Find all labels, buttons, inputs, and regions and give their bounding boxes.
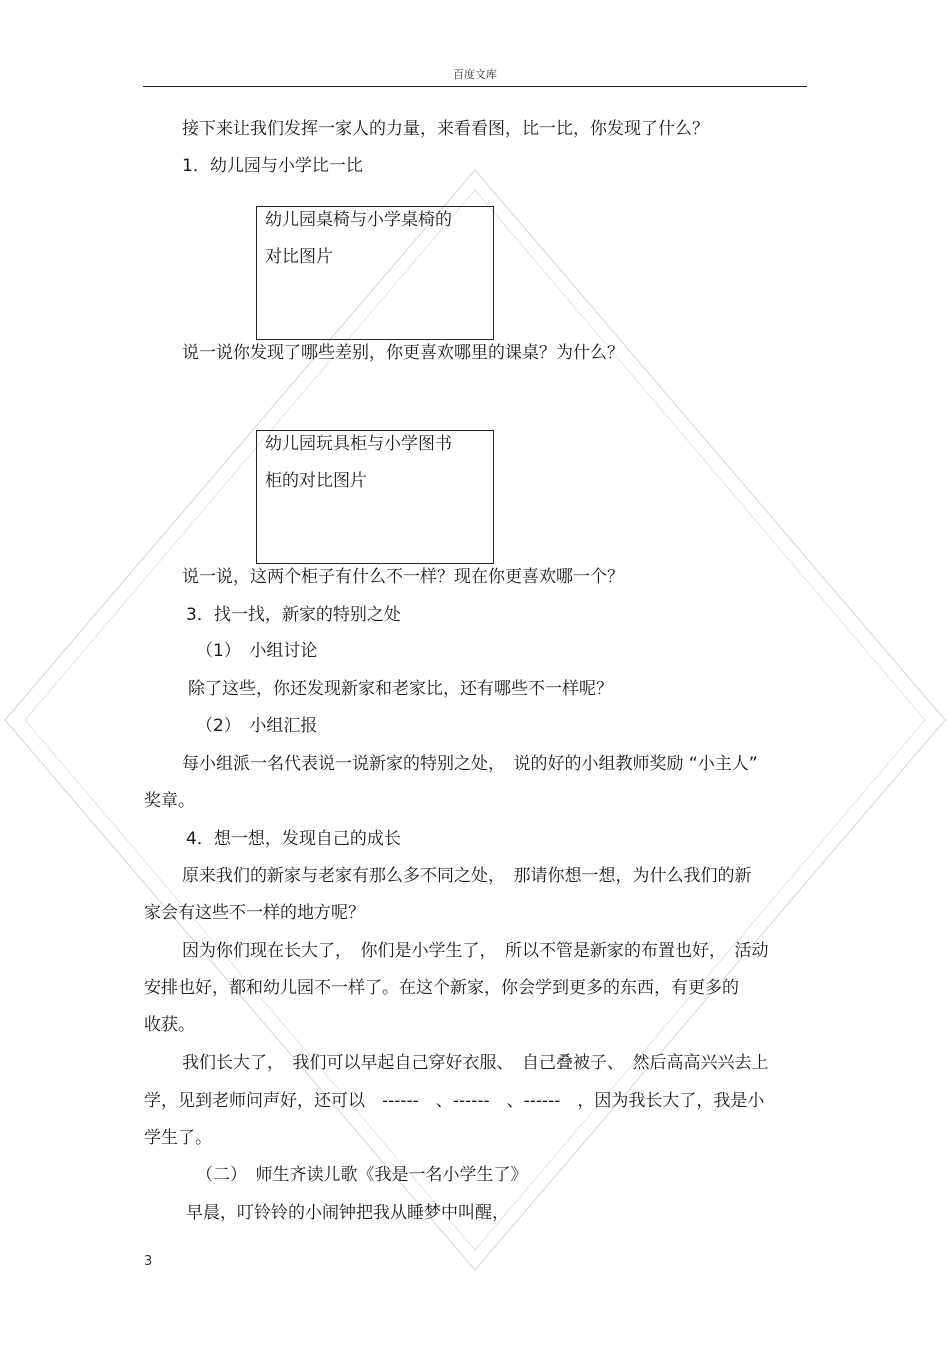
paragraph-line: 因为你们现在长大了， 你们是小学生了， 所以不管是新家的布置也好， 活动	[182, 941, 769, 961]
paragraph-line: 说一说你发现了哪些差别，你更喜欢哪里的课桌？为什么？	[182, 343, 624, 363]
paragraph-line: 说一说，这两个柜子有什么不一样？现在你更喜欢哪一个？	[182, 567, 624, 587]
paragraph-line: 接下来让我们发挥一家人的力量，来看看图，比一比，你发现了什么？	[182, 119, 709, 139]
header-divider	[143, 86, 807, 87]
section-heading: 4．想一想，发现自己的成长	[186, 829, 401, 849]
paragraph-line: 除了这些，你还发现新家和老家比，还有哪些不一样呢？	[188, 679, 613, 699]
image-placeholder-desks	[256, 206, 494, 340]
subsection-heading: （1） 小组讨论	[196, 641, 318, 661]
paragraph-line: 原来我们的新家与老家有那么多不同之处， 那请你想一想，为什么我们的新	[182, 866, 752, 886]
paragraph-line: 奖章。	[144, 791, 195, 811]
section-heading: 1．幼儿园与小学比一比	[182, 156, 363, 176]
paragraph-line: 每小组派一名代表说一说新家的特别之处， 说的好的小组教师奖励 “小主人”	[182, 754, 758, 774]
paragraph-line: 我们长大了， 我们可以早起自己穿好衣服、 自己叠被子、 然后高高兴兴去上	[182, 1053, 769, 1073]
image-caption: 幼儿园桌椅与小学桌椅的	[265, 210, 452, 230]
subsection-heading: （2） 小组汇报	[196, 716, 318, 736]
section-heading: 3．找一找，新家的特别之处	[186, 605, 401, 625]
header-title: 百度文库	[453, 68, 497, 81]
paragraph-line: 家会有这些不一样的地方呢？	[144, 903, 365, 923]
page-number: 3	[144, 1254, 153, 1269]
image-caption: 对比图片	[265, 247, 333, 267]
section-heading: （二） 师生齐读儿歌《我是一名小学生了》	[196, 1165, 528, 1185]
paragraph-line: 收获。	[144, 1015, 195, 1035]
paragraph-line: 安排也好，都和幼儿园不一样了。在这个新家，你会学到更多的东西，有更多的	[144, 978, 739, 998]
image-caption: 柜的对比图片	[265, 471, 367, 491]
paragraph-line: 学生了。	[144, 1128, 212, 1148]
image-caption: 幼儿园玩具柜与小学图书	[265, 434, 452, 454]
paragraph-line: 学，见到老师问声好，还可以 ------ 、------ 、------ ，因为我长大了，我是小	[144, 1091, 765, 1111]
paragraph-line: 早晨，叮铃铃的小闹钟把我从睡梦中叫醒，	[186, 1203, 509, 1223]
image-placeholder-cabinets	[256, 430, 494, 564]
